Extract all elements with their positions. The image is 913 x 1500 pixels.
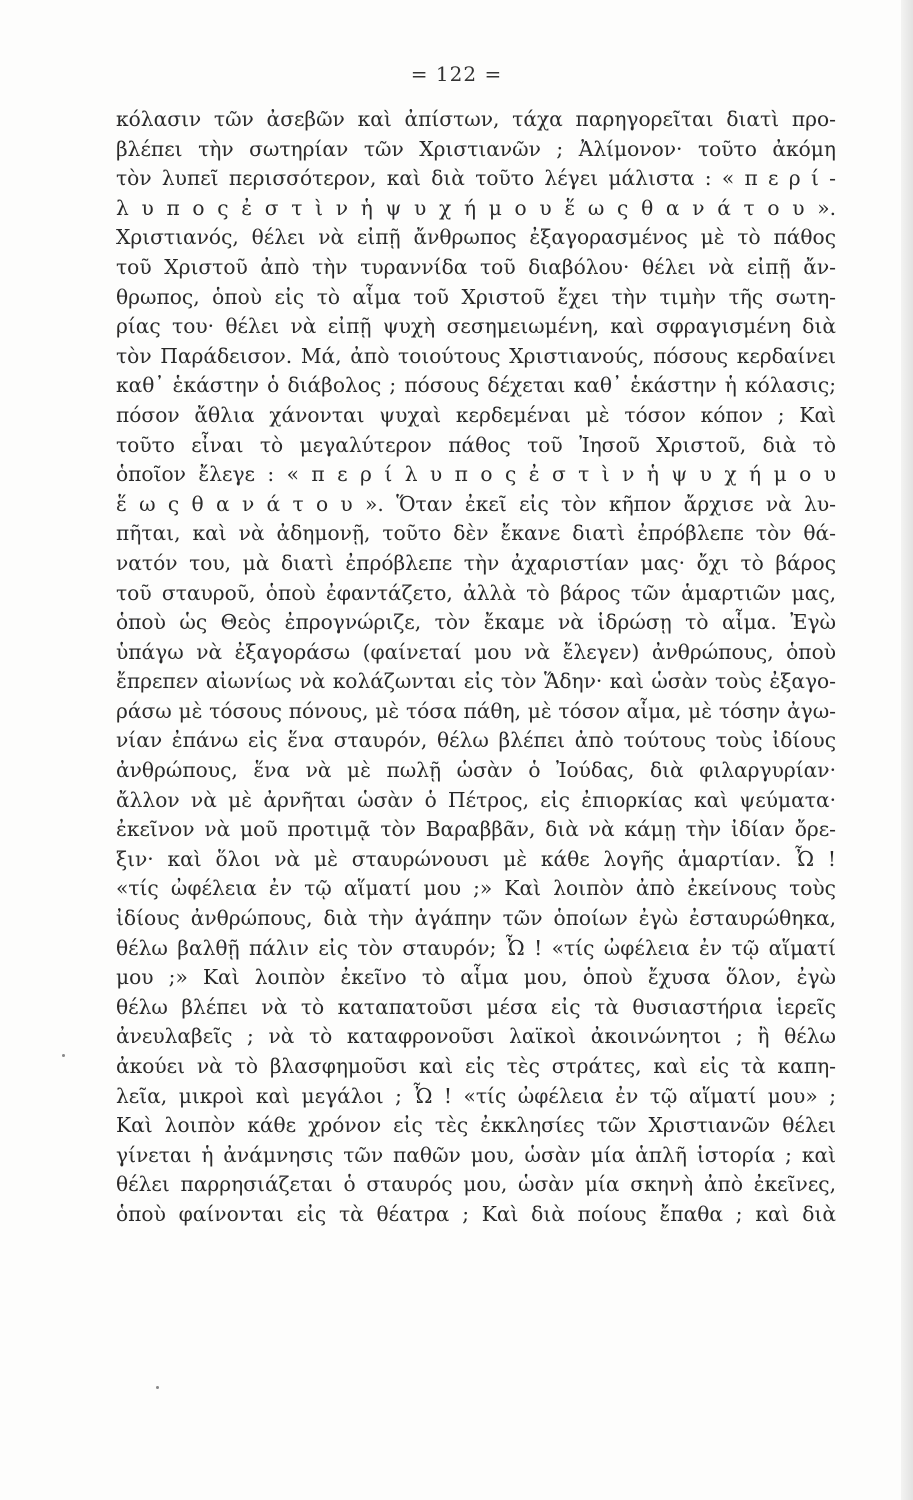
text-line: γίνεται ἡ ἀνάμνησις τῶν παθῶν μου, ὡσὰν μία ἁπλῆ ἱστορία ; καὶ: [116, 1142, 836, 1167]
text-line: τὸν Παράδεισον. Μά, ἀπὸ τοιούτους Χριστιανούς, πόσους κερδαίνει: [116, 343, 836, 368]
text-line: βλέπει τὴν σωτηρίαν τῶν Χριστιανῶν ; Ἀλίμονον· τοῦτο ἀκόμη: [116, 136, 836, 161]
page-edge-shadow: [901, 0, 913, 1500]
text-line: τοῦτο εἶναι τὸ μεγαλύτερον πάθος τοῦ Ἰησοῦ Χριστοῦ, διὰ τὸ: [116, 432, 836, 457]
text-line: κόλασιν τῶν ἀσεβῶν καὶ ἀπίστων, τάχα παρηγορεῖται διατὶ προ-: [116, 107, 836, 131]
text-line: τοῦ Χριστοῦ ἀπὸ τὴν τυραννίδα τοῦ διαβόλου· θέλει νὰ εἰπῇ ἄν-: [116, 254, 836, 279]
text-line: ἀνθρώπους, ἕνα νὰ μὲ πωλῇ ὡσὰν ὁ Ἰούδας, διὰ φιλαργυρίαν·: [116, 758, 836, 783]
text-line: ὑπάγω νὰ ἐξαγοράσω (φαίνεταί μου νὰ ἔλεγεν) ἀνθρώπους, ὁποὺ: [116, 639, 836, 664]
text-line: ρίας του· θέλει νὰ εἰπῇ ψυχὴ σεσημειωμένη, καὶ σφραγισμένη διὰ: [116, 314, 836, 339]
text-line: νατόν του, μὰ διατὶ ἐπρόβλεπε τὴν ἀχαριστίαν μας· ὄχι τὸ βάρος: [116, 550, 836, 575]
text-line: ἕ ω ς θ α ν ά τ ο υ ». Ὅταν ἐκεῖ εἰς τὸν κῆπον ἄρχισε νὰ λυ-: [116, 491, 836, 516]
text-line: τὸν λυπεῖ περισσότερον, καὶ διὰ τοῦτο λέγει μάλιστα : « π ε ρ ί -: [116, 166, 836, 191]
text-line: θέλω βλέπει νὰ τὸ καταπατοῦσι μέσα εἰς τὰ θυσιαστήρια ἱερεῖς: [116, 994, 836, 1019]
page-number: = 122 =: [410, 62, 503, 86]
text-line: Χριστιανός, θέλει νὰ εἰπῇ ἄνθρωπος ἐξαγορασμένος μὲ τὸ πάθος: [116, 225, 836, 250]
text-line: θέλει παρρησιάζεται ὁ σταυρός μου, ὡσὰν μία σκηνὴ ἀπὸ ἐκεῖνες,: [116, 1172, 836, 1197]
bottom-speck: [156, 1386, 159, 1389]
text-line: πόσον ἄθλια χάνονται ψυχαὶ κερδεμέναι μὲ τόσον κόπον ; Καὶ: [116, 402, 836, 427]
text-line: ὁποὺ φαίνονται εἰς τὰ θέατρα ; Καὶ διὰ ποίους ἔπαθα ; καὶ διὰ: [116, 1201, 836, 1226]
text-line: ἀκούει νὰ τὸ βλασφημοῦσι καὶ εἰς τὲς στράτες, καὶ εἰς τὰ καπη-: [116, 1054, 836, 1078]
text-line: λεῖα, μικροὶ καὶ μεγάλοι ; Ὦ ! «τίς ὠφέλεια ἐν τῷ αἵματί μου» ;: [116, 1083, 836, 1108]
text-line: καθ᾽ ἑκάστην ὁ διάβολος ; πόσους δέχεται καθ᾽ ἑκάστην ἡ κόλασις;: [116, 373, 836, 398]
text-line: ἀνευλαβεῖς ; νὰ τὸ καταφρονοῦσι λαϊκοὶ ἀκοινώνητοι ; ἢ θέλω: [116, 1024, 836, 1049]
text-line: ἄλλον νὰ μὲ ἀρνῆται ὡσὰν ὁ Πέτρος, εἰς ἐπιορκίας καὶ ψεύματα·: [116, 787, 836, 812]
text-line: ἔπρεπεν αἰωνίως νὰ κολάζωνται εἰς τὸν Ἅδην· καὶ ὡσὰν τοὺς ἐξαγο-: [116, 669, 836, 694]
text-line: ὁποῖον ἔλεγε : « π ε ρ ί λ υ π ο ς ἐ σ τ ὶ ν ἡ ψ υ χ ή μ ο υ: [116, 462, 836, 487]
text-line: νίαν ἐπάνω εἰς ἕνα σταυρόν, θέλω βλέπει ἀπὸ τούτους τοὺς ἰδίους: [116, 728, 836, 753]
body-text: [116, 105, 836, 1230]
text-line: ὁποὺ ὡς Θεὸς ἐπρογνώριζε, τὸν ἔκαμε νὰ ἱδρώσῃ τὸ αἷμα. Ἐγὼ: [116, 610, 836, 635]
margin-speck: [62, 1054, 65, 1057]
text-line: ἰδίους ἀνθρώπους, διὰ τὴν ἀγάπην τῶν ὁποίων ἐγὼ ἐσταυρώθηκα,: [116, 906, 836, 931]
text-line: μου ;» Καὶ λοιπὸν ἐκεῖνο τὸ αἷμα μου, ὁποὺ ἔχυσα ὅλον, ἐγὼ: [116, 965, 836, 990]
text-line: θέλω βαλθῇ πάλιν εἰς τὸν σταυρόν; Ὦ ! «τίς ὠφέλεια ἐν τῷ αἵματί: [116, 935, 836, 960]
text-line: ράσω μὲ τόσους πόνους, μὲ τόσα πάθη, μὲ τόσον αἷμα, μὲ τόσην ἀγω-: [116, 698, 836, 723]
text-line: ξιν· καὶ ὅλοι νὰ μὲ σταυρώνουσι μὲ κάθε λογῆς ἁμαρτίαν. Ὦ !: [116, 846, 836, 871]
text-line: πῆται, καὶ νὰ ἀδημονῇ, τοῦτο δὲν ἔκανε διατὶ ἐπρόβλεπε τὸν θά-: [116, 521, 836, 546]
text-line: τοῦ σταυροῦ, ὁποὺ ἐφαντάζετο, ἀλλὰ τὸ βάρος τῶν ἁμαρτιῶν μας,: [116, 580, 836, 605]
text-line: ἐκεῖνον νὰ μοῦ προτιμᾷ τὸν Βαραββᾶν, διὰ νὰ κάμῃ τὴν ἰδίαν ὄρε-: [116, 817, 836, 842]
text-line: «τίς ὠφέλεια ἐν τῷ αἵματί μου ;» Καὶ λοιπὸν ἀπὸ ἐκείνους τοὺς: [116, 876, 836, 901]
text-line: θρωπος, ὁποὺ εἰς τὸ αἷμα τοῦ Χριστοῦ ἔχει τὴν τιμὴν τῆς σωτη-: [116, 284, 836, 309]
text-line: λ υ π ο ς ἐ σ τ ὶ ν ἡ ψ υ χ ή μ ο υ ἕ ω ς θ α ν ά τ ο υ ».: [116, 195, 836, 220]
text-line: Καὶ λοιπὸν κάθε χρόνον εἰς τὲς ἐκκλησίες τῶν Χριστιανῶν θέλει: [116, 1113, 836, 1138]
